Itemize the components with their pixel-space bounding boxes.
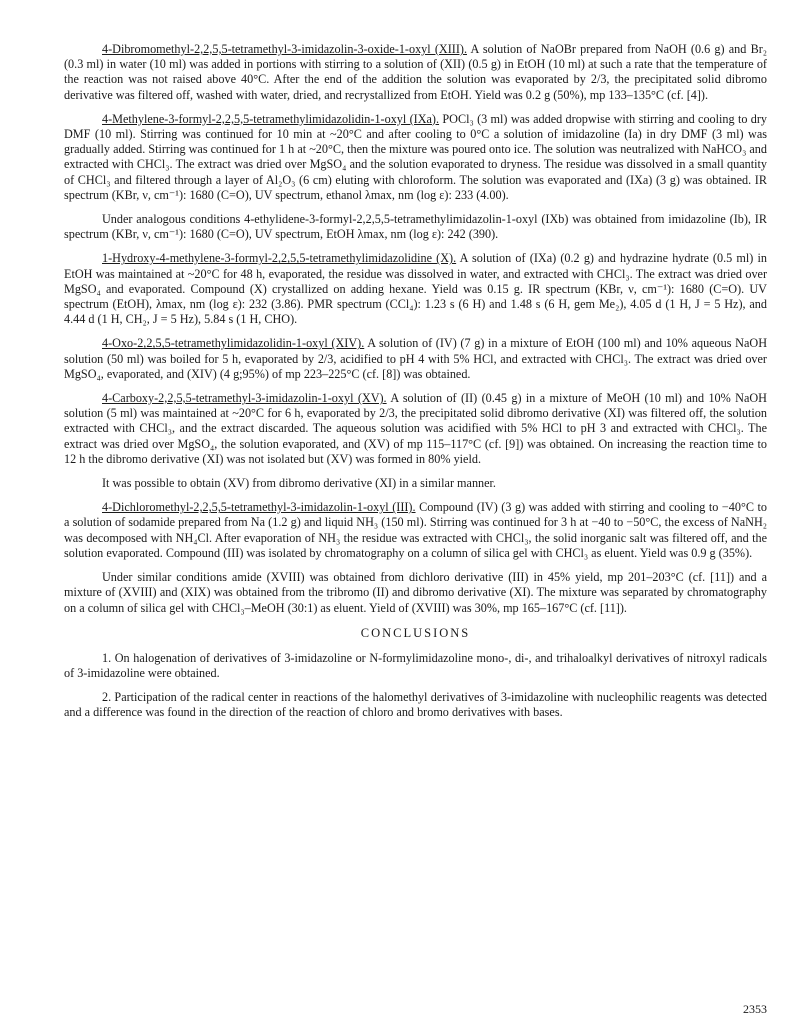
paragraph-text: POCl₃ (3 ml) was added dropwise with stirring and cooling to dry DMF (10 ml). Stirring was continued for 10 min at ~20°C and after cooling to 0°C a solution of imidazoline (Ia) in dry DMF (3 ml) was gradually added. Stirring was continued for 1 h at ~20°C, then the mixture was poured onto ice. The solution was neutralized with NaHCO₃ and extracted with CHCl₃. The extract was dried over MgSO₄ and the solution evaporated to dryness. The residue was dissolved in a small quantity of CHCl₃ and filtered through a layer of Al₂O₃ (6 cm) eluting with chloroform. The solution was evaporated and (IXa) (3 g) was obtained. IR spectrum (KBr, ν, cm⁻¹): 1680 (C=O), UV spectrum, ethanol λmax, nm (log ε): 233 (4.00). — [64, 111, 768, 202]
paragraph-4 — [64, 251, 767, 327]
conclusions-heading: CONCLUSIONS — [360, 625, 471, 640]
paragraph-text: It was possible to obtain (XV) from dibromo derivative (XI) in a similar manner. — [102, 476, 496, 491]
paragraph-9 — [64, 570, 767, 616]
paragraph-2 — [64, 112, 767, 203]
compound-title: 4-Oxo-2,2,5,5-tetramethylimidazolidin-1-oxyl (XIV). — [102, 336, 365, 351]
conclusion-item-2: 2. Participation of the radical center in reactions of the halomethyl derivatives of 3-imidazoline with nucleophilic reagents was detected and a difference was found in the direction of the reaction of chloro and bromo derivatives with bases. — [64, 690, 767, 720]
paragraph-text: A solution of (IXa) (0.2 g) and hydrazine hydrate (0.5 ml) in EtOH was maintained at ~20°C for 48 h, evaporated, the residue was dissolved in water, and extracted with CHCl₃. The extract was dried over MgSO₄ and evaporated. Compound (X) crystallized on adding hexane. Yield was 0.15 g. IR spectrum (KBr, ν, cm⁻¹): 1680 (C=O). UV spectrum (EtOH), λmax, nm (log ε): 232 (3.86). PMR spectrum (CCl₄): 1.23 s (6 H) and 1.48 s (6 H, gem Me₂), 4.05 d (1 H, J = 5 Hz), and 4.44 d (1 H, CH₂, J = 5 Hz), 5.84 s (1 H, CHO). — [64, 251, 767, 327]
page-number: 2353 — [743, 1002, 767, 1016]
paragraph-text: Compound (IV) (3 g) was added with stirring and cooling to −40°C to a solution of sodamide prepared from Na (1.2 g) and liquid NH₃ (150 ml). Stirring was continued for 3 h at −40 to −50°C, the excess of NaNH₂ was decomposed with NH₄Cl. After evaporation of NH₃ the residue was extracted with CHCl₃, the solid inorganic salt was filtered off, and the solution evaporated. Compound (III) was isolated by chromatography on a column of silica gel with CHCl₃ as eluent. Yield was 0.9 g (35%). — [64, 500, 767, 560]
paragraph-8 — [64, 500, 767, 561]
compound-title: 4-Carboxy-2,2,5,5-tetramethyl-3-imidazolin-1-oxyl (XV). — [102, 391, 387, 406]
paragraph-text: A solution of (IV) (7 g) in a mixture of EtOH (100 ml) and 10% aqueous NaOH solution (50 ml) was boiled for 5 h, evaporated by 2/3, acidified to pH 4 with 5% HCl, and extracted with CHCl₃. The extract was dried over MgSO₄, evaporated, and (XIV) (4 g;95%) of mp 223–225°C (cf. [8]) was obtained. — [64, 336, 767, 381]
paragraph-1 — [64, 42, 767, 103]
compound-title: 4-Methylene-3-formyl-2,2,5,5-tetramethylimidazolidin-1-oxyl (IXa). — [102, 111, 440, 126]
paragraph-5 — [64, 336, 767, 382]
conclusion-item-1: 1. On halogenation of derivatives of 3-imidazoline or N-formylimidazoline mono-, di-, and trihaloalkyl derivatives of nitroxyl radicals of 3-imidazoline were obtained. — [64, 650, 767, 680]
compound-title: 4-Dichloromethyl-2,2,5,5-tetramethyl-3-imidazolin-1-oxyl (III). — [102, 500, 416, 515]
compound-title: 1-Hydroxy-4-methylene-3-formyl-2,2,5,5-tetramethylimidazolidine (X). — [102, 251, 457, 266]
paragraph-text: Under similar conditions amide (XVIII) was obtained from dichloro derivative (III) in 45% yield, mp 201–203°C (cf. [11]) and a mixture of (XVIII) and (XIX) was obtained from the tribromo (II) and dibromo derivative (XI). The mixture was separated by chromatography on a column of silica gel with CHCl₃–MeOH (30:1) as eluent. Yield of (XVIII) was 30%, mp 165–167°C (cf. [11]). — [64, 570, 767, 615]
paragraph-text: A solution of (II) (0.45 g) in a mixture of MeOH (10 ml) and 10% NaOH solution (5 ml) was maintained at ~20°C for 6 h, evaporated by 2/3, the precipitated solid dibromo derivative (XI) was filtered off, the solution extracted with CHCl₃, and the extract discarded. The aqueous solution was acidified with 5% HCl to pH 3 and extracted with CHCl₃. The extract was dried over MgSO₄, the solution evaporated, and (XV) of mp 115–117°C (cf. [9]) was obtained. On increasing the reaction time to 12 h the dibromo derivative (XI) was not isolated but (XV) was formed in 80% yield. — [64, 391, 767, 466]
compound-title: 4-Dibromomethyl-2,2,5,5-tetramethyl-3-imidazolin-3-oxide-1-oxyl (XIII). — [102, 42, 467, 56]
paragraph-6 — [64, 391, 767, 467]
paragraph-7 — [64, 476, 767, 491]
paragraph-text: A solution of NaOBr prepared from NaOH (0.6 g) and Br₂ (0.3 ml) in water (10 ml) was added in portions with stirring to a solution of (XII) (0.5 g) in EtOH (10 ml) at such a rate that the temperature of the reaction was not raised above 40°C. After the end of the addition the solution was evaporated by 2/3, the precipitated solid dibromo derivative was filtered off, washed with water, dried, and recrystallized from EtOH. Yield was 0.2 g (50%), mp 133–135°C (cf. [4]). — [64, 42, 768, 102]
paragraph-text: Under analogous conditions 4-ethylidene-3-formyl-2,2,5,5-tetramethylimidazolin-1-oxyl (IXb) was obtained from imidazoline (Ib), IR spectrum (KBr, ν, cm⁻¹): 1680 (C=O), UV spectrum, EtOH λmax, nm (log ε): 242 (390). — [64, 212, 767, 242]
paragraph-3 — [64, 212, 767, 242]
